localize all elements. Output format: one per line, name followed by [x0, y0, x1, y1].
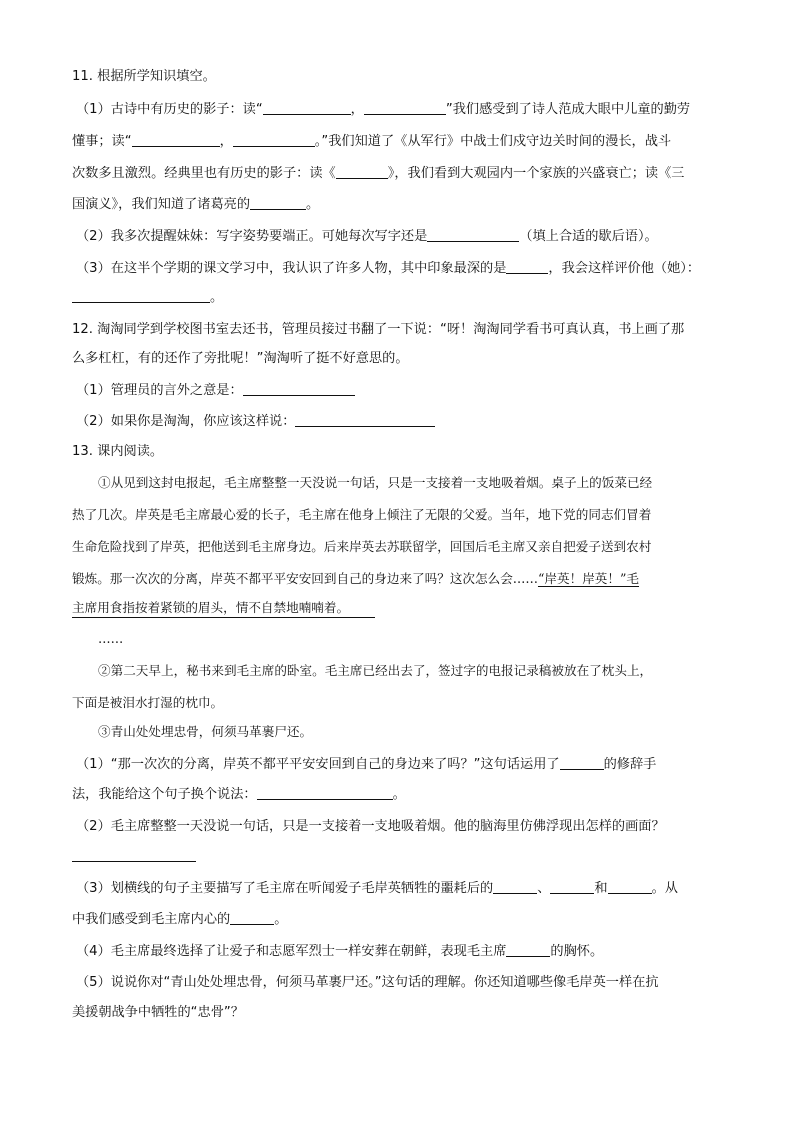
q13-sub3-line2: 中我们感受到毛主席内心的 。 — [72, 912, 288, 927]
blank-implied-meaning[interactable] — [243, 382, 355, 396]
q11-part1-line1: （1）古诗中有历史的影子：读“ ， ”我们感受到了诗人范成大眼中儿童的勤劳 — [76, 102, 691, 117]
q13-sub2-answer — [72, 848, 732, 866]
q11-part3-line2: 。 — [72, 289, 732, 307]
q11-part2: （2）我多次提醒妹妹：写字姿势要端正。可她每次写字还是 （填上合适的歇后语）。 — [76, 229, 658, 244]
q11-title: 11. 根据所学知识填空。 — [72, 69, 216, 84]
passage-para2-line1: ②第二天早上，秘书来到毛主席的卧室。毛主席已经出去了，签过字的电报记录稿被放在了枕头上， — [98, 663, 653, 678]
blank-character[interactable] — [506, 260, 548, 274]
q13-sub1-line2: 法，我能给这个句子换个说法： 。 — [72, 787, 406, 802]
q11-part3-line1: （3）在这半个学期的课文学习中，我认识了许多人物，其中印象最深的是 ，我会这样评价他（她）： — [76, 261, 701, 276]
blank-xiehouyu[interactable] — [427, 228, 519, 242]
passage-para2-line2: 下面是被泪水打湿的枕巾。 — [72, 695, 224, 710]
blank-book-title[interactable] — [336, 165, 388, 179]
blank-mind[interactable] — [506, 943, 550, 957]
q11-part1-line2: 懂事；读“ ， 。”我们知道了《从军行》中战士们戍守边关时间的漫长，战斗 — [72, 134, 672, 149]
passage-para1-line4: 锻炼。那一次次的分离，岸英不都平平安安回到自己的身边来了吗？这次怎么会……“岸英！岸英！”毛 — [72, 571, 640, 586]
blank-inner-feeling[interactable] — [230, 911, 274, 925]
passage-para1-line1: ①从见到这封电报起，毛主席整整一天没说一句话，只是一支接着一支地吸着烟。桌子上的饭菜已经 — [98, 475, 653, 490]
q12-sub2: （2）如果你是淘淘，你应该这样说： — [76, 413, 736, 431]
blank-poem-line-3[interactable] — [132, 133, 220, 147]
q11-part1-line3: 次数多且激烈。经典里也有历史的影子：读《 》，我们看到大观园内一个家族的兴盛衰亡；读《三 — [72, 166, 685, 181]
q13-title: 13. 课内阅读。 — [72, 444, 164, 459]
q13-sub5-line1: （5）说说你对“青山处处埋忠骨，何须马革裹尸还。”这句话的理解。你还知道哪些像毛岸英一样在抗 — [76, 975, 659, 990]
q13-sub2: （2）毛主席整整一天没说一句话，只是一支接着一支地吸着烟。他的脑海里仿佛浮现出怎样的画面？ — [76, 819, 665, 834]
blank-poem-line-4[interactable] — [233, 133, 315, 147]
blank-poem-line-1[interactable] — [263, 101, 351, 115]
q11-part1-line4: 国演义》，我们知道了诸葛亮的 。 — [72, 197, 320, 212]
blank-poem-line-2[interactable] — [364, 101, 446, 115]
q13-sub1-line1: （1）“那一次次的分离，岸英不都平平安安回到自己的身边来了吗？”这句话运用了 的修辞手 — [76, 757, 657, 772]
blank-description-3[interactable] — [608, 880, 652, 894]
underlined-sentence-part1: “岸英！岸英！”毛 — [537, 571, 640, 586]
passage-para1-line5 — [72, 599, 732, 617]
blank-taotao-reply[interactable] — [295, 413, 435, 427]
blank-description-1[interactable] — [493, 880, 537, 894]
blank-rephrase[interactable] — [257, 786, 393, 800]
passage-para3: ③青山处处埋忠骨，何须马革裹尸还。 — [98, 724, 313, 739]
blank-imagined-scene[interactable] — [72, 848, 196, 862]
blank-description-2[interactable] — [550, 880, 594, 894]
blank-evaluation[interactable] — [72, 289, 210, 303]
q12-line2: 么多杠杠，有的还作了旁批呢！”淘淘听了挺不好意思的。 — [72, 351, 409, 366]
passage-para1-line2: 热了几次。岸英是毛主席最心爱的长子，毛主席在他身上倾注了无限的父爱。当年，地下党的同志们冒着 — [72, 507, 652, 522]
passage-para1-line3: 生命危险找到了岸英，把他送到毛主席身边。后来岸英去苏联留学，回国后毛主席又亲自把爱子送到农村 — [72, 539, 652, 554]
passage-ellipsis: …… — [98, 631, 124, 646]
blank-rhetoric[interactable] — [560, 756, 604, 770]
q12-line1: 12. 淘淘同学到学校图书室去还书，管理员接过书翻了一下说：“呀！淘淘同学看书可真认真，书上画了那 — [72, 322, 685, 337]
q13-sub5-line2: 美援朝战争中牺牲的“忠骨”？ — [72, 1005, 244, 1020]
underlined-sentence-part2: 主席用食指按着紧锁的眉头，情不自禁地喃喃着。 — [72, 600, 375, 618]
q12-sub1: （1）管理员的言外之意是： — [76, 382, 736, 400]
blank-zhuge-liang[interactable] — [250, 196, 306, 210]
q13-sub3-line1: （3）划横线的句子主要描写了毛主席在听闻爱子毛岸英牺牲的噩耗后的 、 和 。从 — [76, 881, 678, 896]
q13-sub4: （4）毛主席最终选择了让爱子和志愿军烈士一样安葬在朝鲜，表现毛主席 的胸怀。 — [76, 944, 604, 959]
